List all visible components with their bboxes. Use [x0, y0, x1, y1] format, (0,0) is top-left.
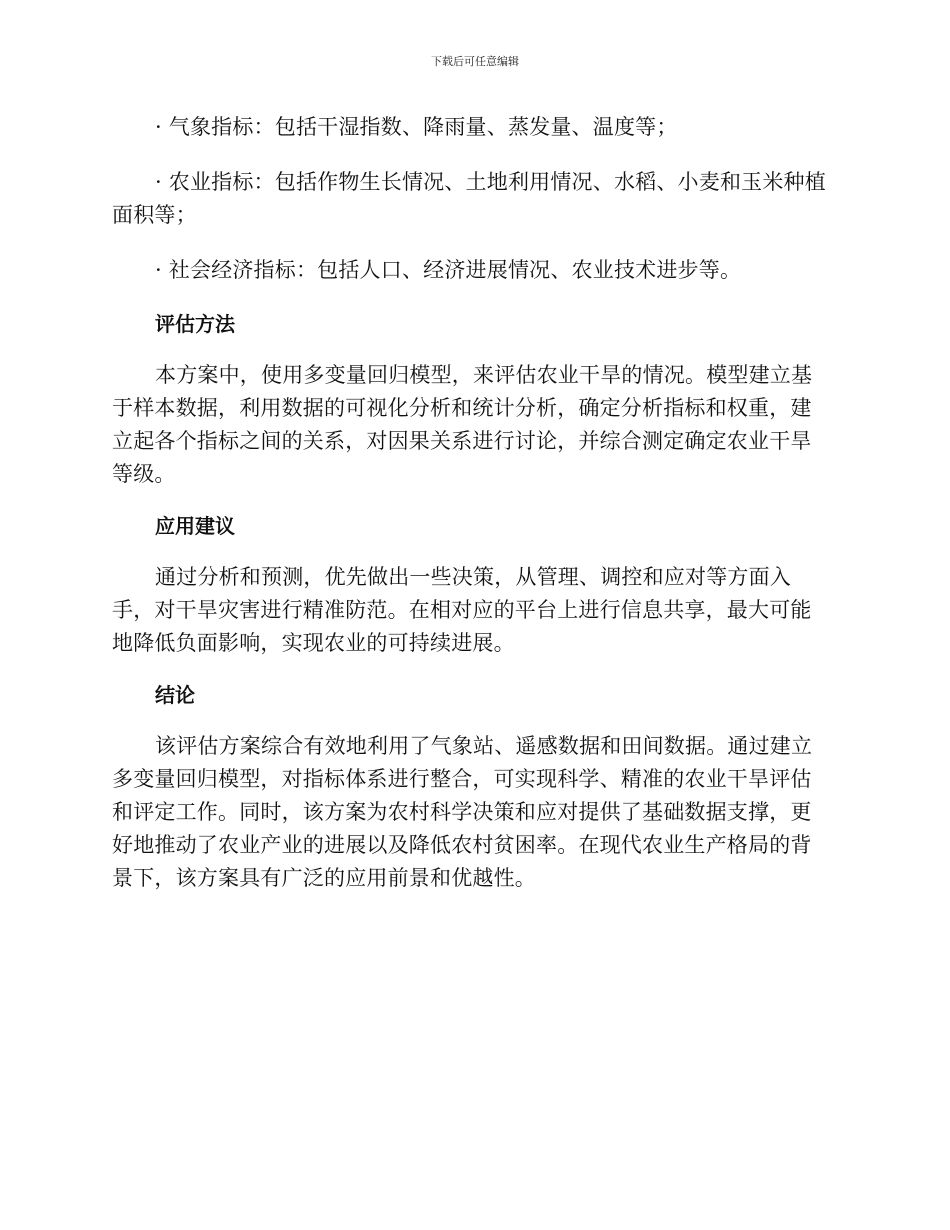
bullet-socioeconomic-indicators: · 社会经济指标：包括人口、经济进展情况、农业技术进步等。 [155, 258, 742, 282]
section-body-conclusion: 该评估方案综合有效地利用了气象站、遥感数据和田间数据。通过建立多变量回归模型，对指标体系进行整合，可实现科学、精准的农业干旱评估和评定工作。同时，该方案为农村科学决策和应对提供了基础数据支撑，更好地推动了农业产业的进展以及降低农村贫困率。在现代农业生产格局的背景下，该方案具有广泛的应用前景和优越性。 [112, 734, 813, 890]
section-body-evaluation-method: 本方案中，使用多变量回归模型，来评估农业干旱的情况。模型建立基于样本数据，利用数据的可视化分析和统计分析，确定分析指标和权重，建立起各个指标之间的关系，对因果关系进行讨论，并综合测定确定农业干旱等级。 [112, 363, 813, 486]
bullet-agricultural-indicators: · 农业指标：包括作物生长情况、土地利用情况、水稻、小麦和玉米种植面积等； [112, 170, 826, 227]
page-header: 下载后可任意编辑 [431, 55, 519, 68]
section-body-application-suggestions: 通过分析和预测，优先做出一些决策，从管理、调控和应对等方面入手，对干旱灾害进行精准防范。在相对应的平台上进行信息共享，最大可能地降低负面影响，实现农业的可持续进展。 [112, 565, 812, 655]
section-heading-application-suggestions: 应用建议 [155, 514, 235, 538]
section-heading-conclusion: 结论 [155, 683, 195, 707]
section-heading-evaluation-method: 评估方法 [155, 312, 235, 336]
bullet-meteorological-indicators: · 气象指标：包括干湿指数、降雨量、蒸发量、温度等； [155, 115, 678, 139]
document-body [112, 111, 832, 915]
